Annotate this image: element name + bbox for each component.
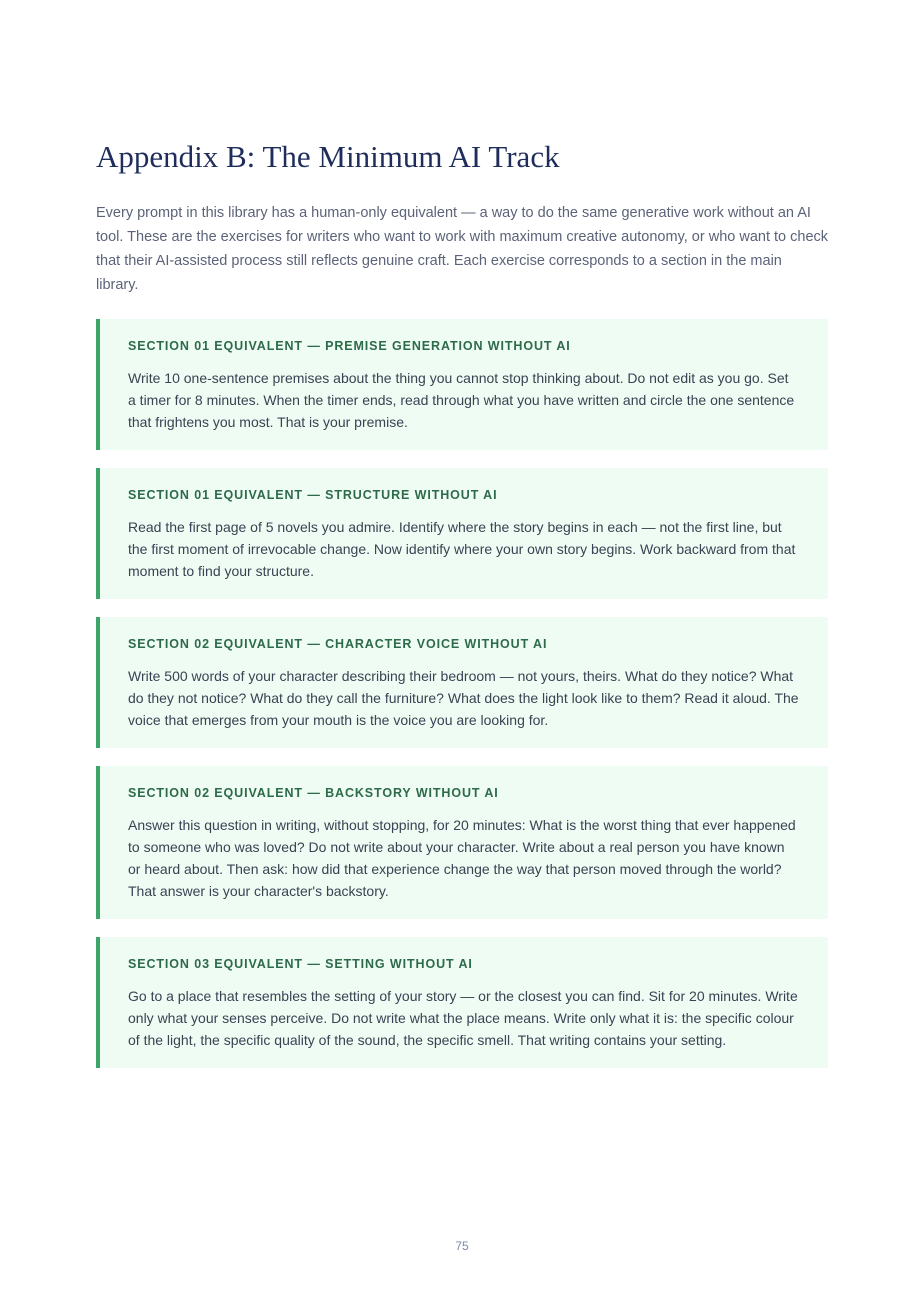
page-title: Appendix B: The Minimum AI Track [96,139,560,174]
exercise-body: Write 500 words of your character describing their bedroom — not yours, theirs. What do they notice? What do they not notice? What do they call the furniture? What does the light look like to them? Read it aloud. The voice that emerges from your mouth is the voice you are looking for. [128,668,799,728]
exercise-card [96,766,828,919]
exercise-card [96,468,828,599]
exercise-body: Read the first page of 5 novels you admire. Identify where the story begins in each — not the first line, but the first moment of irrevocable change. Now identify where your own story begins. Work backward from that moment to find your structure. [128,519,796,579]
exercise-card [96,319,828,450]
intro-paragraph: Every prompt in this library has a human-only equivalent — a way to do the same generative work without an AI tool. These are the exercises for writers who want to work with maximum creative autonomy, or who want to check that their AI-assisted process still reflects genuine craft. Each exercise corresponds to a section in the main library. [96,205,829,293]
exercise-body: Write 10 one-sentence premises about the thing you cannot stop thinking about. Do not edit as you go. Set a timer for 8 minutes. When the timer ends, read through what you have written and circle the one sentence that frightens you most. That is your premise. [128,370,795,430]
exercise-card [96,937,828,1068]
exercise-list [96,319,828,1086]
exercise-heading: SECTION 01 EQUIVALENT — PREMISE GENERATION WITHOUT AI [128,339,571,353]
exercise-heading: SECTION 01 EQUIVALENT — STRUCTURE WITHOUT AI [128,488,498,502]
exercise-body: Go to a place that resembles the setting of your story — or the closest you can find. Sit for 20 minutes. Write only what your senses perceive. Do not write what the place means. Write only what it is: the specific colour of the light, the specific quality of the sound, the specific smell. That writing contains your setting. [128,988,798,1048]
exercise-body: Answer this question in writing, without stopping, for 20 minutes: What is the worst thing that ever happened to someone who was loved? Do not write about your character. Write about a real person you have known or heard about. Then ask: how did that experience change the way that person moved through the world? That answer is your character's backstory. [128,817,796,899]
page-number: 75 [455,1239,469,1253]
exercise-heading: SECTION 02 EQUIVALENT — CHARACTER VOICE WITHOUT AI [128,637,548,651]
exercise-heading: SECTION 03 EQUIVALENT — SETTING WITHOUT AI [128,957,473,971]
exercise-heading: SECTION 02 EQUIVALENT — BACKSTORY WITHOUT AI [128,786,499,800]
exercise-card [96,617,828,748]
